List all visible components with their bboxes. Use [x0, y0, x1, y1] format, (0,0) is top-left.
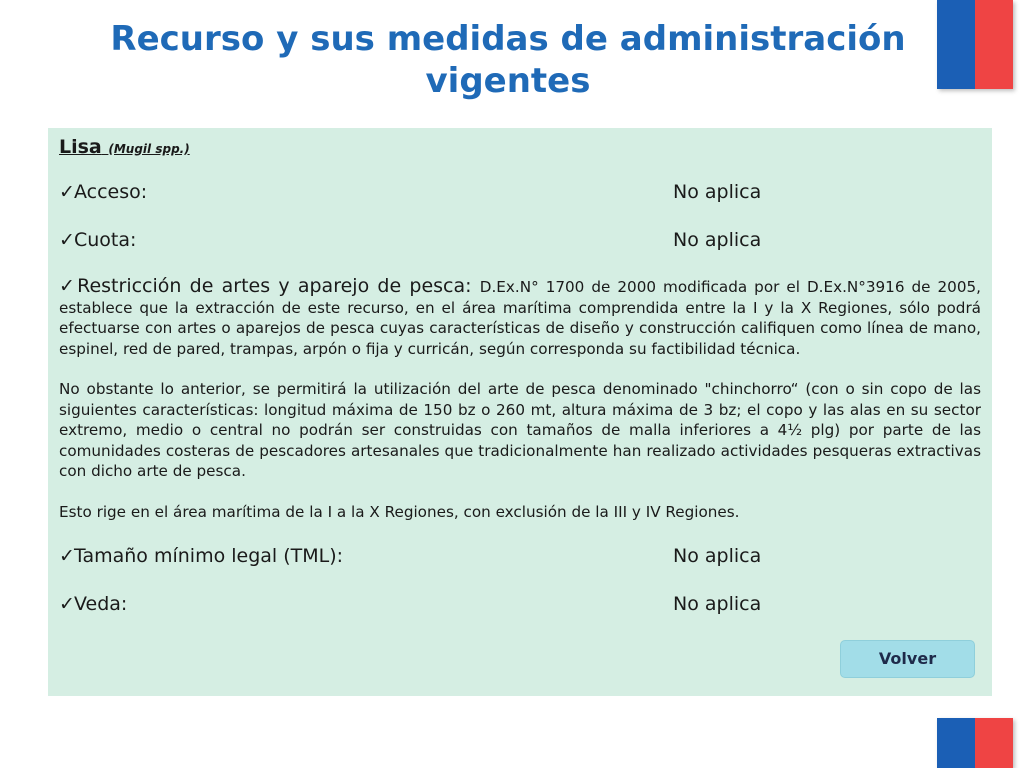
acceso-value: No aplica	[673, 181, 762, 203]
check-icon: ✓	[59, 545, 75, 567]
page-title: Recurso y sus medidas de administración vigentes	[110, 19, 906, 101]
chinchorro-paragraph: No obstante lo anterior, se permitirá la utilización del arte de pesca denominado "chinchorro“ (con o sin copo de las siguientes características: longitud máxima de 150 bz o 260 mt, altura máxima de 3 bz; el copo y las alas en su sector extremo, medio o central no podrán ser construidas con tamaños de malla inferiores a 4½ plg) por parte de las comunidades costeras de pescadores artesanales que tradicionalmente han realizado actividades pesqueras extractivas con dicho arte de pesca.	[59, 380, 981, 480]
check-icon: ✓	[59, 181, 75, 203]
acceso-label: Acceso:	[74, 181, 148, 203]
regiones-paragraph: Esto rige en el área marítima de la I a la X Regiones, con exclusión de la III y IV Regiones.	[59, 502, 740, 521]
chile-flag-bottom-icon	[937, 718, 1013, 768]
volver-button[interactable]: Volver	[840, 640, 975, 678]
tml-label: Tamaño mínimo legal (TML):	[74, 545, 344, 567]
acceso-row	[59, 180, 981, 204]
check-icon: ✓	[59, 275, 78, 297]
flag-blue-stripe	[937, 718, 975, 768]
veda-row	[59, 592, 981, 616]
flag-red-stripe	[975, 718, 1013, 768]
tml-row	[59, 544, 981, 568]
cuota-row	[59, 228, 981, 252]
tml-value: No aplica	[673, 545, 762, 567]
resource-heading	[59, 134, 981, 162]
restriccion-paragraph	[59, 276, 981, 359]
resource-panel	[48, 128, 992, 696]
check-icon: ✓	[59, 593, 75, 615]
resource-name: Lisa	[59, 136, 102, 158]
restriccion-text: D.Ex.N° 1700 de 2000 modificada por el D.Ex.N°3916 de 2005, establece que la extracción de este recurso, en el área marítima comprendida entre la I y la X Regiones, sólo podrá efectuarse con artes o aparejos de pesca cuyas características de diseño y construcción califiquen como línea de mano, espinel, red de pared, trampas, arpón o fija y curricán, según corresponda su factibilidad técnica.	[59, 278, 982, 358]
resource-species: (Mugil spp.)	[108, 142, 190, 156]
cuota-value: No aplica	[673, 229, 762, 251]
veda-label: Veda:	[74, 593, 128, 615]
cuota-label: Cuota:	[74, 229, 137, 251]
veda-value: No aplica	[673, 593, 762, 615]
restriccion-label: Restricción de artes y aparejo de pesca:	[77, 275, 480, 297]
check-icon: ✓	[59, 229, 75, 251]
flag-red-stripe	[975, 0, 1013, 89]
